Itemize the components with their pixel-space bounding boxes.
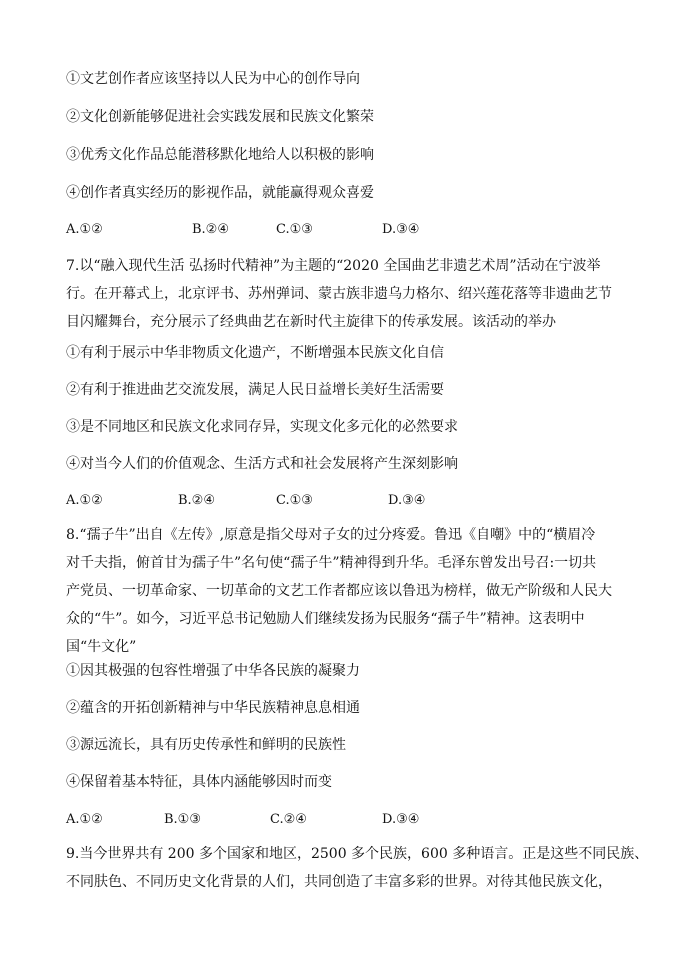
q7-option-d[interactable]: D.③④ [388, 493, 426, 508]
q7-statement-1: ①有利于展示中华非物质文化遗产，不断增强本民族文化自信 [66, 345, 444, 361]
q8-option-c[interactable]: C.②④ [270, 812, 307, 827]
q7-options [66, 492, 626, 510]
q6-statement-3: ③优秀文化作品总能潜移默化地给人以积极的影响 [66, 147, 374, 163]
q8-stem-line-5: 国“牛文化” [66, 639, 137, 655]
q7-option-c[interactable]: C.①③ [276, 493, 313, 508]
q7-option-a[interactable]: A.①② [66, 493, 103, 508]
q8-option-a[interactable]: A.①② [66, 812, 103, 827]
q6-option-a[interactable]: A.①② [66, 222, 103, 237]
q9-stem-line-2: 不同肤色、不同历史文化背景的人们，共同创造了丰富多彩的世界。对待其他民族文化， [66, 874, 612, 890]
q6-option-b[interactable]: B.②④ [192, 222, 229, 237]
q7-statement-2: ②有利于推进曲艺交流发展，满足人民日益增长美好生活需要 [66, 382, 444, 398]
q7-statement-4: ④对当今人们的价值观念、生活方式和社会发展将产生深刻影响 [66, 456, 458, 472]
q8-options [66, 811, 626, 829]
q8-stem-line-4: 众的“牛”。如今，习近平总书记勉励人们继续发扬为民服务“孺子牛”精神。这表明中 [66, 611, 585, 627]
q8-statement-4: ④保留着基本特征，具体内涵能够因时而变 [66, 774, 332, 790]
q9-stem [66, 840, 649, 896]
q8-option-b[interactable]: B.①③ [164, 812, 201, 827]
q8-stem-line-3: 产党员、一切革命家、一切革命的文艺工作者都应该以鲁迅为榜样，做无产阶级和人民大 [66, 583, 612, 599]
q8-stem-line-2: 对千夫指，俯首甘为孺子牛”名句使“孺子牛”精神得到升华。毛泽东曾发出号召:一切共 [66, 555, 597, 571]
q6-option-d[interactable]: D.③④ [382, 222, 420, 237]
q8-statement-3: ③源远流长，具有历史传承性和鲜明的民族性 [66, 737, 346, 753]
q6-statement-4: ④创作者真实经历的影视作品，就能赢得观众喜爱 [66, 185, 374, 201]
q6-statement-2: ②文化创新能够促进社会实践发展和民族文化繁荣 [66, 109, 374, 125]
q9-stem-line-1: 9.当今世界共有 200 多个国家和地区，2500 多个民族，600 多种语言。正是这些不同民族、 [66, 846, 649, 862]
q7-stem-line-3: 目闪耀舞台，充分展示了经典曲艺在新时代主旋律下的传承发展。该活动的举办 [66, 314, 556, 330]
q7-statement-3: ③是不同地区和民族文化求同存异，实现文化多元化的必然要求 [66, 419, 458, 435]
q6-options [66, 221, 626, 239]
q7-option-b[interactable]: B.②④ [178, 493, 215, 508]
q7-stem [66, 252, 626, 336]
q8-stem-line-1: 8.“孺子牛”出自《左传》,原意是指父母对子女的过分疼爱。鲁迅《自嘲》中的“横眉冷 [66, 527, 596, 543]
q7-stem-line-2: 行。在开幕式上，北京评书、苏州弹词、蒙古族非遗乌力格尔、绍兴莲花落等非遗曲艺节 [66, 286, 612, 302]
q6-option-c[interactable]: C.①③ [276, 222, 313, 237]
q8-statement-1: ①因其极强的包容性增强了中华各民族的凝聚力 [66, 663, 360, 679]
q8-statement-2: ②蕴含的开拓创新精神与中华民族精神息息相通 [66, 700, 360, 716]
q7-stem-line-1: 7.以“融入现代生活 弘扬时代精神”为主题的“2020 全国曲艺非遗艺术周”活动在宁波举 [66, 258, 601, 274]
q8-stem [66, 521, 626, 661]
q8-option-d[interactable]: D.③④ [382, 812, 420, 827]
q6-statement-1: ①文艺创作者应该坚持以人民为中心的创作导向 [66, 71, 360, 87]
